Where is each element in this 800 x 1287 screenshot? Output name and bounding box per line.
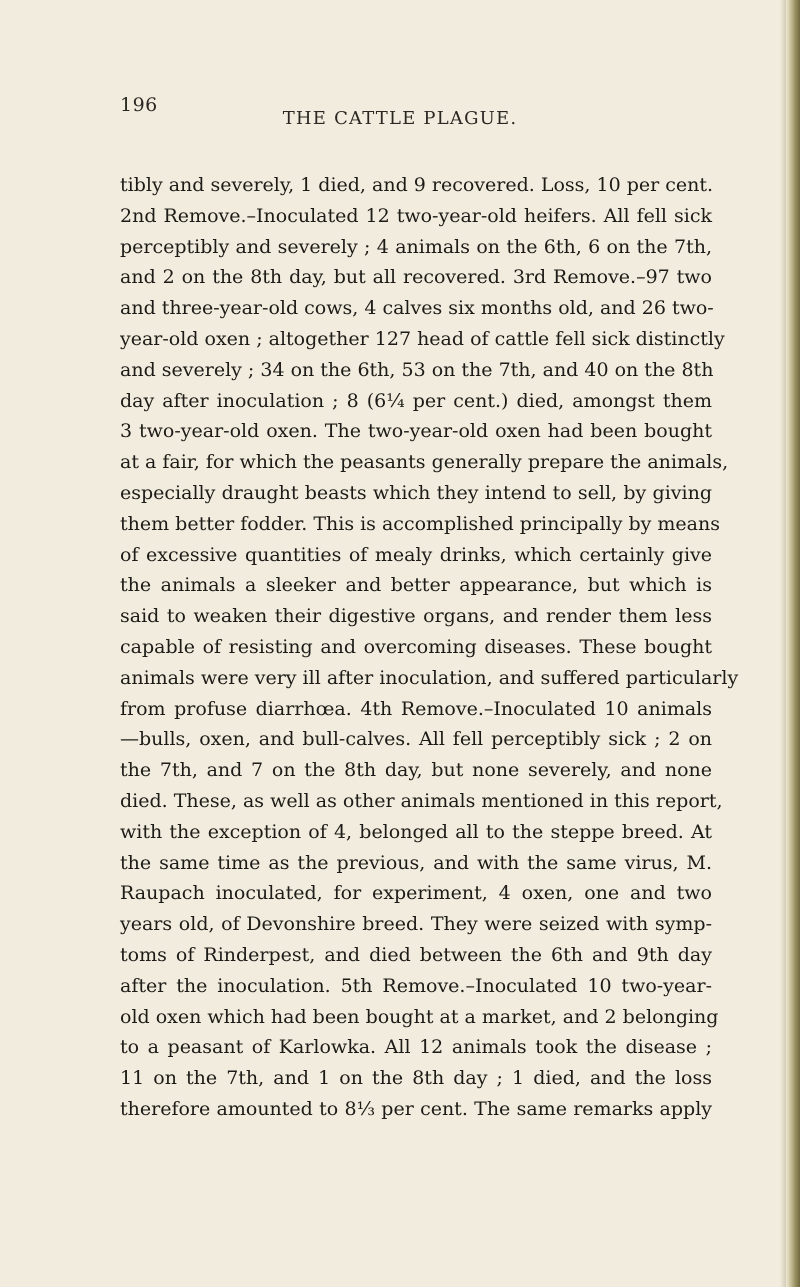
text-line: perceptibly and severely ; 4 animals on the 6th, 6 on the 7th, [120,235,712,258]
text-line: 2nd Remove.–Inoculated 12 two-year-old heifers. All fell sick [120,204,712,227]
text-line: died. These, as well as other animals mentioned in this report, [120,789,723,812]
text-line: capable of resisting and overcoming diseases. These bought [120,635,712,658]
text-line: 11 on the 7th, and 1 on the 8th day ; 1 died, and the loss [120,1067,712,1090]
text-line: the same time as the previous, and with the same virus, M. [120,851,712,874]
page-number: 196 [120,94,158,116]
text-line: years old, of Devonshire breed. They were seized with symp- [120,913,712,936]
book-spine-edge [786,0,800,1287]
text-line: therefore amounted to 8⅓ per cent. The same remarks apply [120,1097,712,1120]
running-head: THE CATTLE PLAGUE. [282,108,518,129]
text-line: old oxen which had been bought at a market, and 2 belonging [120,1005,719,1028]
text-line: tibly and severely, 1 died, and 9 recovered. Loss, 10 per cent. [120,174,714,196]
text-line: and three-year-old cows, 4 calves six months old, and 26 two- [120,297,714,320]
text-line: animals were very ill after inoculation, and suffered particularly [120,666,739,689]
text-line: and severely ; 34 on the 6th, 53 on the 7th, and 40 on the 8th [120,358,714,381]
text-line: said to weaken their digestive organs, and render them less [120,605,712,628]
body-text [120,170,739,1125]
text-line: and 2 on the 8th day, but all recovered. 3rd Remove.–97 two [120,266,712,289]
text-line: the 7th, and 7 on the 8th day, but none severely, and none [120,759,712,782]
text-line: to a peasant of Karlowka. All 12 animals took the disease ; [120,1036,712,1059]
text-line: of excessive quantities of mealy drinks, which certainly give [120,543,712,566]
text-line: them better fodder. This is accomplished principally by means [120,512,720,535]
text-line: year-old oxen ; altogether 127 head of cattle fell sick distinctly [120,327,725,350]
text-line: especially draught beasts which they intend to sell, by giving [120,481,712,504]
text-line: from profuse diarrhœa. 4th Remove.–Inoculated 10 animals [120,697,712,720]
text-line: 3 two-year-old oxen. The two-year-old oxen had been bought [120,420,712,443]
text-line: day after inoculation ; 8 (6¼ per cent.) died, amongst them [120,389,712,412]
text-line: with the exception of 4, belonged all to the steppe breed. At [120,820,712,843]
text-line: Raupach inoculated, for experiment, 4 oxen, one and two [120,882,712,905]
text-line: the animals a sleeker and better appearance, but which is [120,574,712,597]
text-line: after the inoculation. 5th Remove.–Inoculated 10 two-year- [120,974,712,997]
text-line: at a fair, for which the peasants generally prepare the animals, [120,451,729,474]
text-line: toms of Rinderpest, and died between the 6th and 9th day [120,943,712,966]
text-line: —bulls, oxen, and bull-calves. All fell perceptibly sick ; 2 on [120,728,712,751]
